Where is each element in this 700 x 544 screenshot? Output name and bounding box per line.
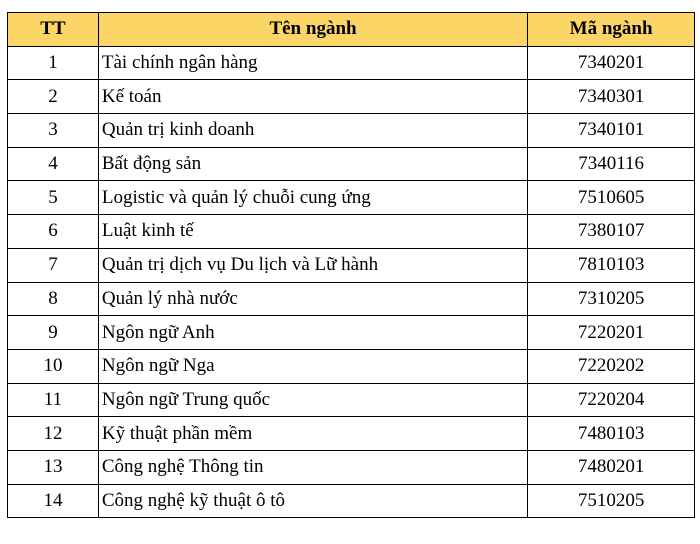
major-name: Ngôn ngữ Anh <box>98 316 527 350</box>
header-row <box>8 13 695 47</box>
major-name: Quản trị dịch vụ Du lịch và Lữ hành <box>98 248 527 282</box>
major-code: 7220204 <box>528 383 695 417</box>
table-row <box>8 114 695 148</box>
table-row <box>8 181 695 215</box>
major-code: 7380107 <box>528 215 695 249</box>
row-number: 12 <box>8 417 99 451</box>
major-name: Luật kinh tế <box>98 215 527 249</box>
major-code: 7340116 <box>528 147 695 181</box>
major-code: 7220202 <box>528 349 695 383</box>
row-number: 8 <box>8 282 99 316</box>
header-tt: TT <box>8 13 99 47</box>
row-number: 7 <box>8 248 99 282</box>
row-number: 1 <box>8 46 99 80</box>
table-row <box>8 484 695 518</box>
major-name: Quản trị kinh doanh <box>98 114 527 148</box>
major-code: 7480201 <box>528 450 695 484</box>
major-name: Tài chính ngân hàng <box>98 46 527 80</box>
table-row <box>8 316 695 350</box>
major-name: Bất động sản <box>98 147 527 181</box>
major-name: Công nghệ kỹ thuật ô tô <box>98 484 527 518</box>
header-major-name: Tên ngành <box>98 13 527 47</box>
major-name: Ngôn ngữ Trung quốc <box>98 383 527 417</box>
major-name: Công nghệ Thông tin <box>98 450 527 484</box>
major-name: Quản lý nhà nước <box>98 282 527 316</box>
table-row <box>8 248 695 282</box>
major-code: 7510205 <box>528 484 695 518</box>
major-code: 7340201 <box>528 46 695 80</box>
row-number: 4 <box>8 147 99 181</box>
row-number: 13 <box>8 450 99 484</box>
row-number: 3 <box>8 114 99 148</box>
row-number: 6 <box>8 215 99 249</box>
table-row <box>8 450 695 484</box>
major-name: Kế toán <box>98 80 527 114</box>
table-row <box>8 46 695 80</box>
row-number: 5 <box>8 181 99 215</box>
row-number: 11 <box>8 383 99 417</box>
header-major-code: Mã ngành <box>528 13 695 47</box>
table-row <box>8 80 695 114</box>
row-number: 10 <box>8 349 99 383</box>
table-row <box>8 417 695 451</box>
major-name: Logistic và quản lý chuỗi cung ứng <box>98 181 527 215</box>
row-number: 9 <box>8 316 99 350</box>
row-number: 14 <box>8 484 99 518</box>
major-name: Kỹ thuật phần mềm <box>98 417 527 451</box>
table-row <box>8 282 695 316</box>
table-row <box>8 383 695 417</box>
major-code: 7810103 <box>528 248 695 282</box>
major-code: 7220201 <box>528 316 695 350</box>
major-code: 7310205 <box>528 282 695 316</box>
major-code: 7340101 <box>528 114 695 148</box>
major-code: 7480103 <box>528 417 695 451</box>
major-code: 7340301 <box>528 80 695 114</box>
table-body <box>8 46 695 518</box>
majors-table <box>7 12 695 518</box>
table-row <box>8 147 695 181</box>
table-row <box>8 349 695 383</box>
major-name: Ngôn ngữ Nga <box>98 349 527 383</box>
row-number: 2 <box>8 80 99 114</box>
table-row <box>8 215 695 249</box>
major-code: 7510605 <box>528 181 695 215</box>
